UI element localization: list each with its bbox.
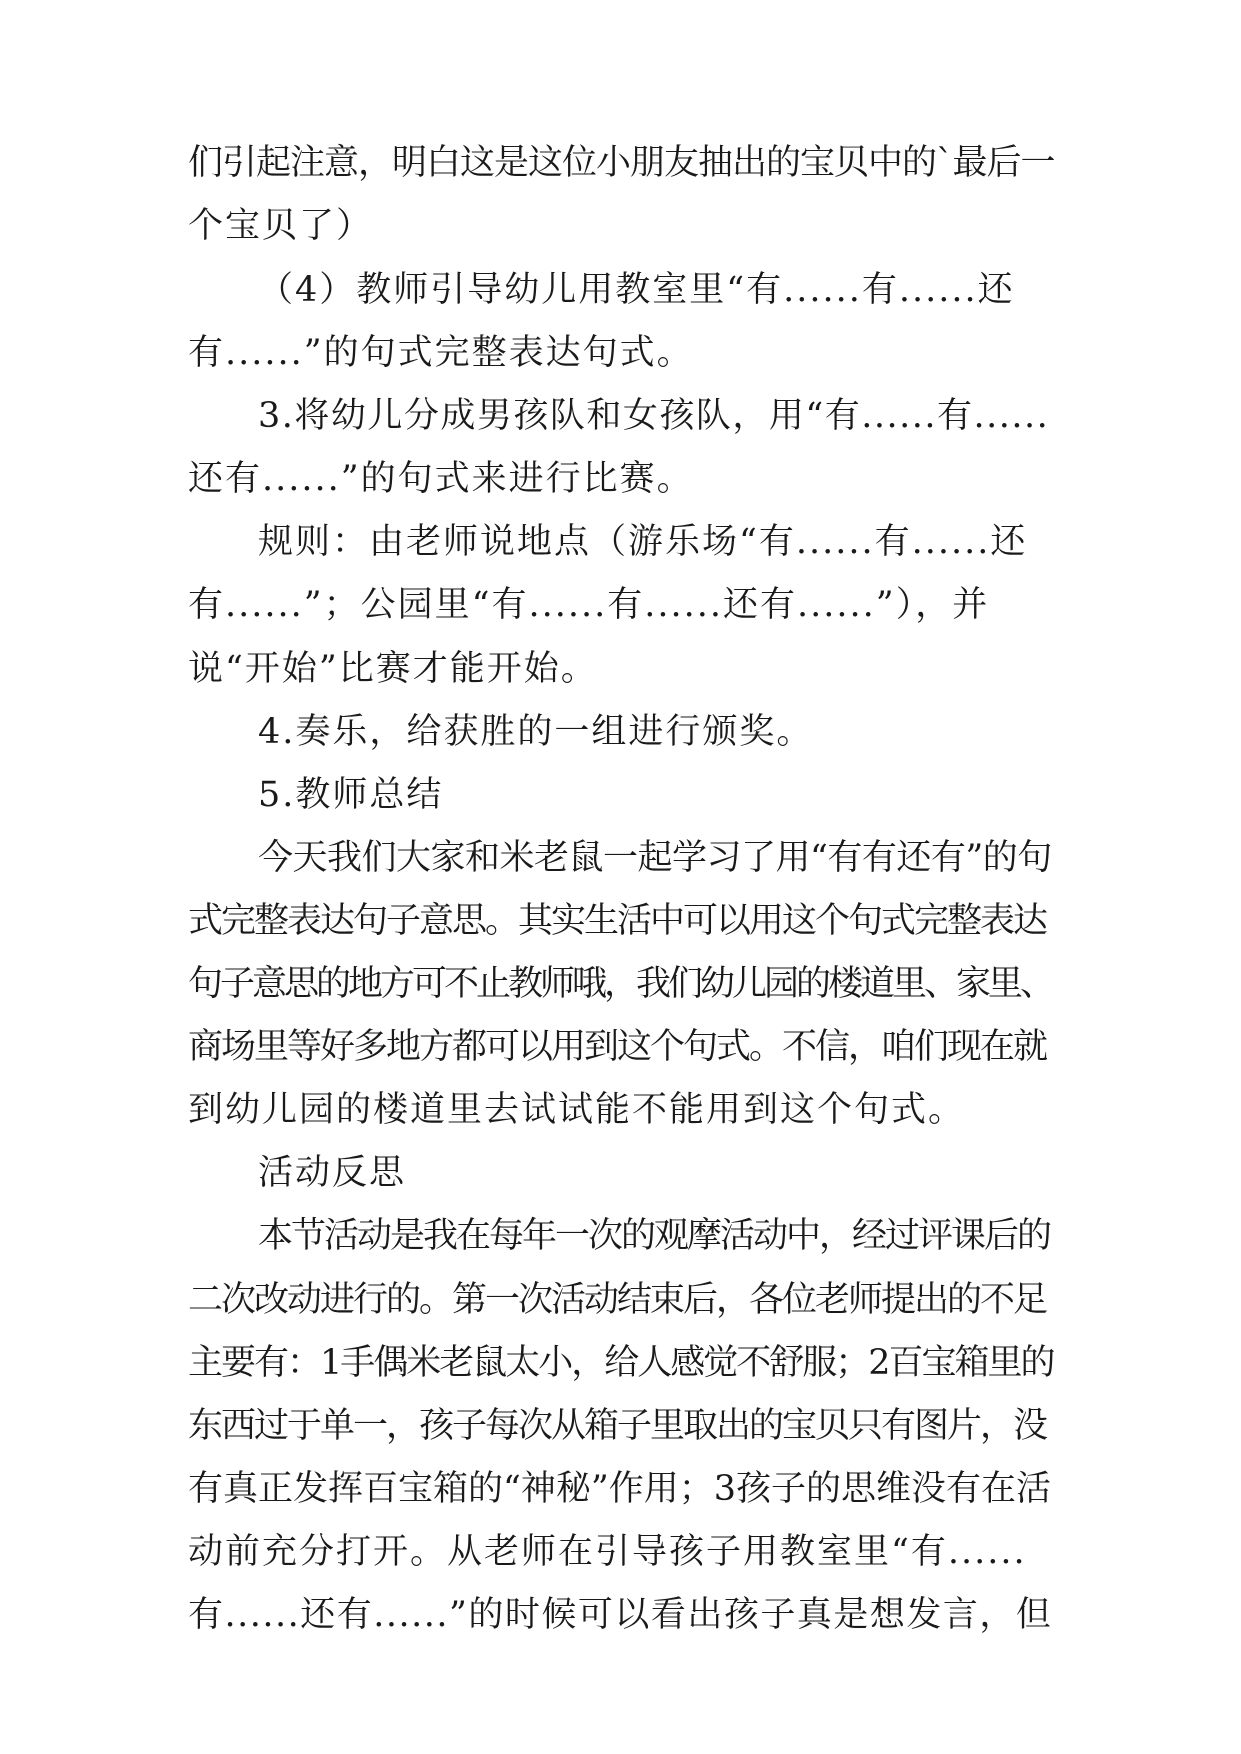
text-line: 4.奏乐，给获胜的一组进行颁奖。 [258, 712, 814, 752]
text-line: 商场里等好多地方都可以用到这个句式。不信，咱们现在就 [188, 1027, 1047, 1067]
text-line: 有......”；公园里“有......有......还有......”），并 [188, 585, 990, 625]
text-line: 们引起注意，明白这是这位小朋友抽出的宝贝中的`最后一 [188, 143, 1055, 183]
text-line: （4）教师引导幼儿用教室里“有......有......还 [258, 270, 1015, 310]
text-line: 还有......”的句式来进行比赛。 [188, 459, 694, 499]
text-line: 式完整表达句子意思。其实生活中可以用这个句式完整表达 [188, 901, 1047, 941]
text-line: 活动反思 [258, 1153, 407, 1193]
text-line: 3.将幼儿分成男孩队和女孩队，用“有......有...... [258, 396, 1050, 436]
text-line: 个宝贝了） [188, 206, 374, 246]
text-line: 句子意思的地方可不止教师哦，我们幼儿园的楼道里、家里、 [188, 964, 1053, 1004]
text-line: 有......”的句式完整表达句式。 [188, 333, 694, 373]
text-line: 今天我们大家和米老鼠一起学习了用“有有还有”的句 [258, 838, 1052, 878]
text-line: 规则：由老师说地点（游乐场“有......有......还 [258, 522, 1028, 562]
text-line: 有......还有......”的时候可以看出孩子真是想发言，但 [188, 1595, 1053, 1635]
text-line: 本节活动是我在每年一次的观摩活动中，经过评课后的 [258, 1216, 1051, 1256]
text-line: 5.教师总结 [258, 775, 444, 815]
text-line: 动前充分打开。从老师在引导孩子用教室里“有...... [188, 1532, 1027, 1572]
text-line: 有真正发挥百宝箱的“神秘”作用；3孩子的思维没有在活 [188, 1469, 1052, 1509]
text-line: 说“开始”比赛才能开始。 [188, 649, 598, 689]
text-line: 二次改动进行的。第一次活动结束后，各位老师提出的不足 [188, 1280, 1047, 1320]
text-line: 到幼儿园的楼道里去试试能不能用到这个句式。 [188, 1090, 966, 1130]
text-line: 主要有：1手偶米老鼠太小，给人感觉不舒服；2百宝箱里的 [188, 1343, 1054, 1383]
text-line: 东西过于单一，孩子每次从箱子里取出的宝贝只有图片，没 [188, 1406, 1047, 1446]
